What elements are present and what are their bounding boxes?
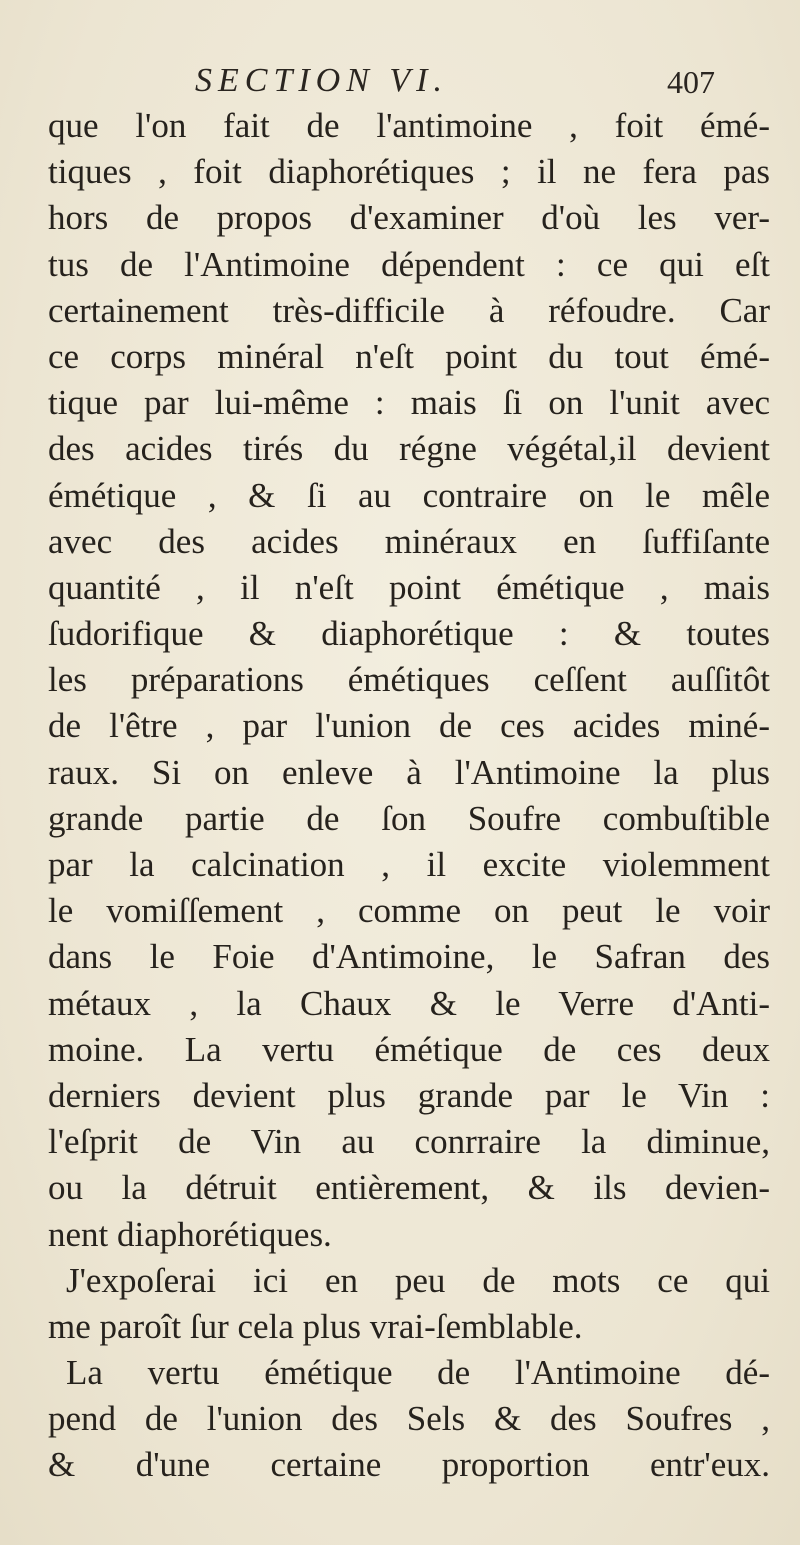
page-number: 407 bbox=[667, 64, 715, 100]
text-line: les préparations émétiques ceſſent auſſitôt bbox=[48, 660, 770, 700]
text-line: avec des acides minéraux en ſuffiſante bbox=[48, 521, 770, 561]
text-line: grande partie de ſon Soufre combuſtible bbox=[48, 798, 770, 838]
text-line: quantité , il n'eſt point émétique , mais bbox=[48, 567, 770, 607]
text-line: que l'on fait de l'antimoine , foit émé- bbox=[48, 106, 770, 145]
text-line: par la calcination , il excite violemment bbox=[48, 845, 770, 884]
text-line: tiques , foit diaphorétiques ; il ne fera pas bbox=[48, 152, 770, 192]
paragraph-start-line: La vertu émétique de l'Antimoine dé- bbox=[66, 1353, 770, 1393]
text-line: ſudorifique & diaphorétique : & toutes bbox=[48, 614, 770, 654]
text-line: & d'une certaine proportion entr'eux. bbox=[48, 1445, 770, 1485]
text-line: ce corps minéral n'eſt point du tout émé- bbox=[48, 336, 770, 376]
page-header bbox=[195, 62, 715, 102]
text-line: tus de l'Antimoine dépendent : ce qui eſt bbox=[48, 244, 770, 284]
paragraph-end-line: me paroît ſur cela plus vrai-ſemblable. bbox=[48, 1306, 583, 1346]
paragraph-end-line: nent diaphorétiques. bbox=[48, 1214, 332, 1254]
text-line: certainement très-difficile à réfoudre. Car bbox=[48, 290, 770, 330]
text-line: métaux , la Chaux & le Verre d'Anti- bbox=[48, 983, 770, 1023]
text-line: ou la détruit entièrement, & ils devien- bbox=[48, 1168, 770, 1208]
text-line: tique par lui-même : mais ſi on l'unit avec bbox=[48, 383, 770, 423]
body-text bbox=[48, 103, 770, 1489]
text-line: moine. La vertu émétique de ces deux bbox=[48, 1029, 770, 1069]
text-line: hors de propos d'examiner d'où les ver- bbox=[48, 198, 770, 238]
text-line: émétique , & ſi au contraire on le mêle bbox=[48, 475, 770, 515]
text-line: des acides tirés du régne végétal,il devient bbox=[48, 429, 770, 469]
text-line: pend de l'union des Sels & des Soufres , bbox=[48, 1399, 770, 1439]
paragraph-start-line: J'expoſerai ici en peu de mots ce qui bbox=[66, 1260, 770, 1300]
text-line: l'eſprit de Vin au conrraire la diminue, bbox=[48, 1122, 770, 1162]
text-line: de l'être , par l'union de ces acides miné- bbox=[48, 706, 770, 746]
text-line: raux. Si on enleve à l'Antimoine la plus bbox=[48, 752, 770, 792]
text-line: derniers devient plus grande par le Vin : bbox=[48, 1075, 770, 1115]
running-head: SECTION VI. bbox=[195, 62, 448, 99]
text-line: dans le Foie d'Antimoine, le Safran des bbox=[48, 937, 770, 977]
text-line: le vomiſſement , comme on peut le voir bbox=[48, 891, 770, 931]
